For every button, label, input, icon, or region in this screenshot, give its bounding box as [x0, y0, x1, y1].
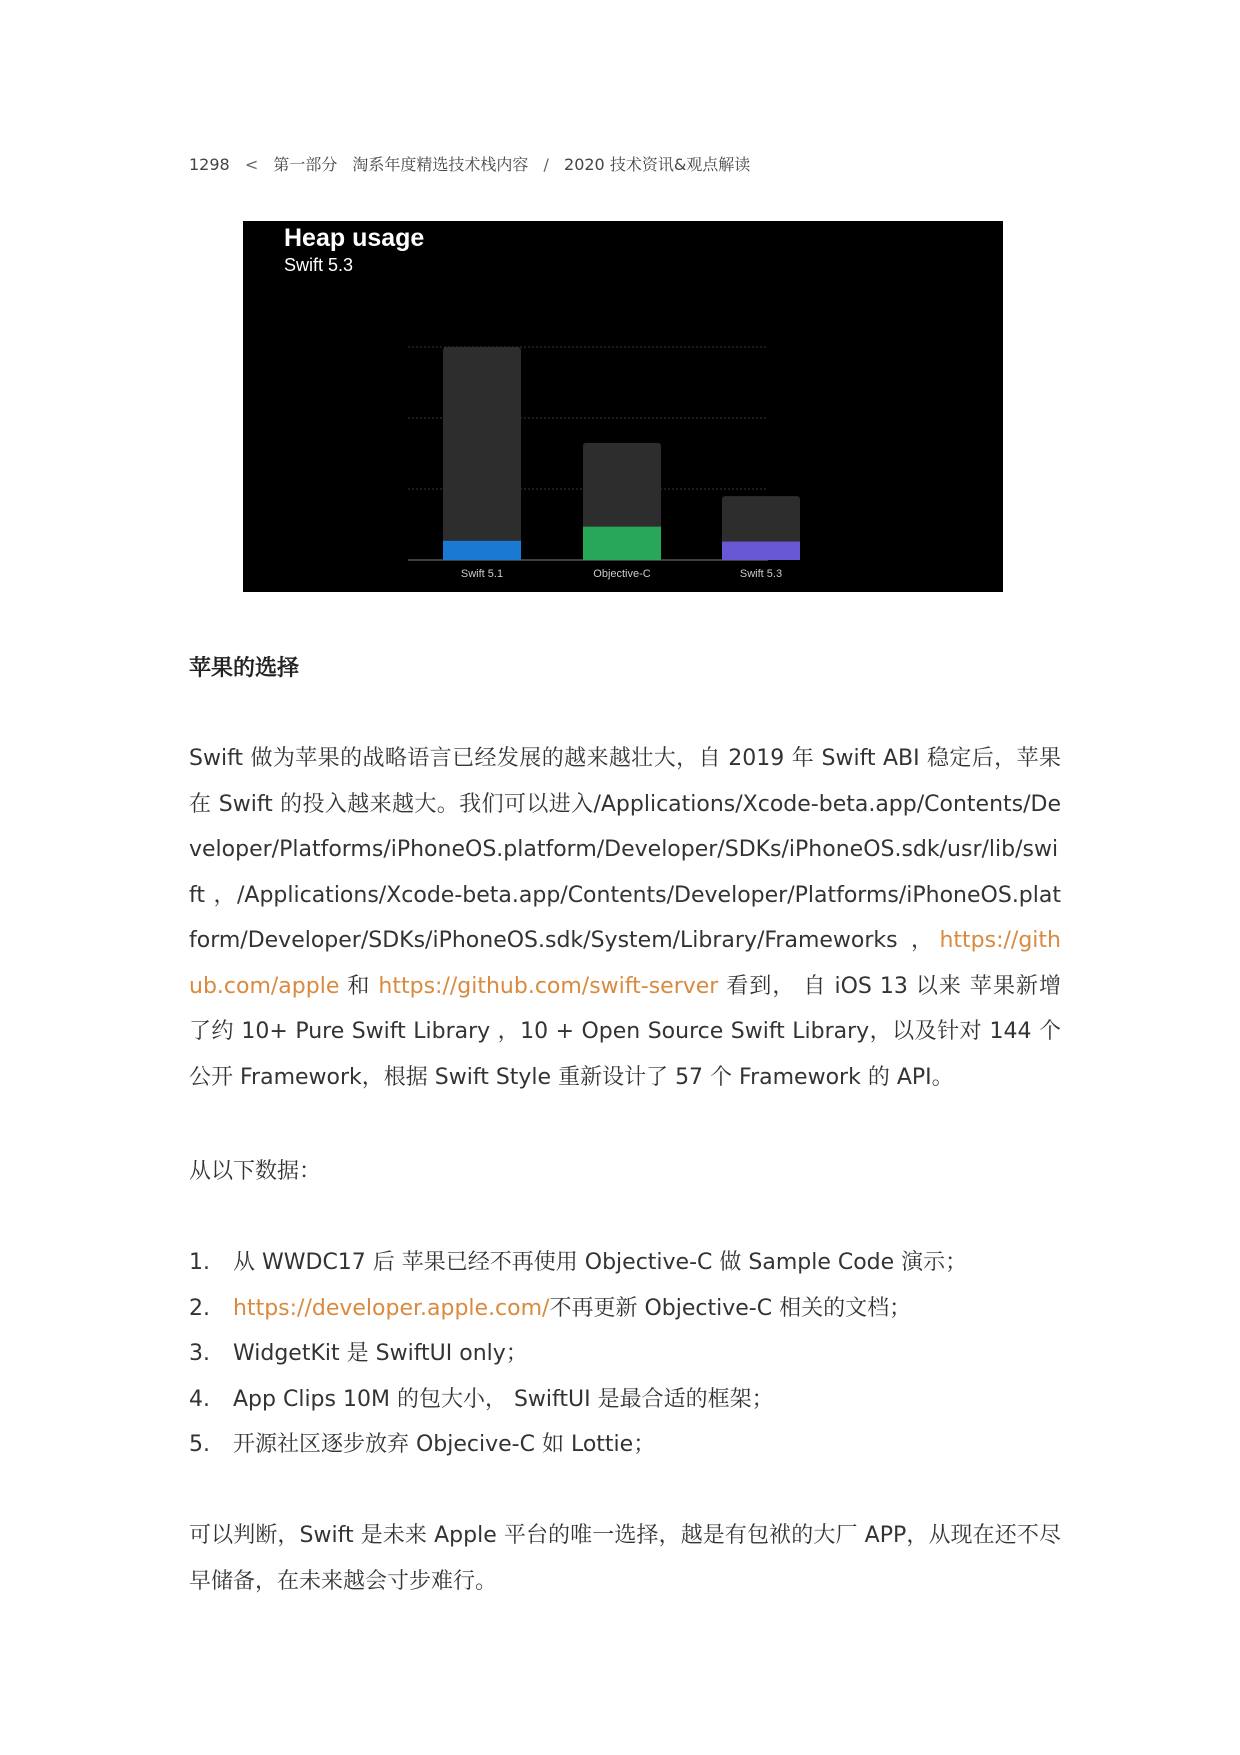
- evidence-list: [189, 1240, 1061, 1468]
- github-apple-link[interactable]: https://github.com/apple: [189, 928, 1061, 999]
- bar-segment-1: [583, 527, 661, 560]
- x-tick-label: Swift 5.3: [739, 568, 783, 580]
- list-item: [189, 1377, 1061, 1423]
- bar-segment-2: [722, 542, 800, 560]
- x-tick-label: Swift 5.1: [460, 568, 504, 580]
- list-item-number: 5.: [189, 1432, 210, 1457]
- list-item-text: 从 WWDC17 后 苹果已经不再使用 Objective-C 做 Sample Code 演示；: [233, 1250, 968, 1275]
- header-book-title: 淘系年度精选技术栈内容: [352, 155, 529, 174]
- chart-subtitle: Swift 5.3: [284, 255, 354, 275]
- header-part: 第一部分: [273, 155, 338, 174]
- developer-apple-link[interactable]: https://developer.apple.com/: [233, 1295, 550, 1321]
- paragraph-conclusion: 可以判断，Swift 是未来 Apple 平台的唯一选择，越是有包袱的大厂 APP，从现在还不尽早储备，在未来越会寸步难行。: [189, 1523, 1061, 1594]
- header-separator: <: [244, 155, 259, 174]
- list-item-text: WidgetKit 是 SwiftUI only；: [233, 1341, 528, 1366]
- paragraph1-text2: 和: [339, 973, 379, 999]
- paragraph1-text1: Swift 做为苹果的战略语言已经发展的越来越壮大，自 2019 年 Swift ABI 稳定后，苹果在 Swift 的投入越来越大。我们可以进入/Applications/Xcode-beta.app/Contents/Developer/Platforms/iPhoneOS.platform/Developer/SDKs/iPhoneOS.sdk/usr/lib/swift ，/Applications/Xcode-beta.app/Contents/Developer/Platforms/iPhoneOS.platform/Developer/SDKs/iPhoneOS.sdk/System/Library/Frameworks ，: [189, 746, 1061, 953]
- bar-segment-0: [443, 541, 521, 560]
- paragraph1-text3: 看到， 自 iOS 13 以来 苹果新增了约 10+ Pure Swift Library ，10 + Open Source Swift Library，以及针对 144 个公开 Framework，根据 Swift Style 重新设计了 57 个 Framework 的 API。: [189, 973, 1061, 1090]
- bar-total-0: [443, 347, 521, 560]
- list-item-number: 4.: [189, 1386, 210, 1412]
- header-section: 2020 技术资讯&观点解读: [564, 155, 751, 174]
- heap-usage-chart: [243, 221, 1003, 592]
- list-item-text: 开源社区逐步放弃 Objecive-C 如 Lottie；: [233, 1432, 656, 1457]
- page-number: 1298: [189, 155, 230, 174]
- list-item-text: App Clips 10M 的包大小， SwiftUI 是最合适的框架；: [233, 1386, 774, 1412]
- list-item-number: 2.: [189, 1295, 210, 1321]
- list-item-number: 3.: [189, 1341, 210, 1366]
- section-title: 苹果的选择: [189, 656, 300, 681]
- list-item: [189, 1286, 1061, 1332]
- list-item: [189, 1422, 1061, 1468]
- header-slash: /: [543, 155, 549, 174]
- list-item: [189, 1331, 1061, 1377]
- list-item-number: 1.: [189, 1250, 210, 1275]
- list-item: [189, 1240, 1061, 1286]
- github-swift-server-link[interactable]: https://github.com/swift-server: [378, 973, 719, 999]
- heap-usage-figure: [243, 221, 1003, 592]
- list-item-text: 不再更新 Objective-C 相关的文档；: [549, 1295, 912, 1321]
- paragraph-data-intro: 从以下数据：: [189, 1159, 322, 1184]
- chart-title: Heap usage: [284, 224, 425, 252]
- page-header: [189, 152, 760, 175]
- x-tick-label: Objective-C: [593, 568, 651, 580]
- paragraph-swift-strategy: [189, 736, 1061, 1100]
